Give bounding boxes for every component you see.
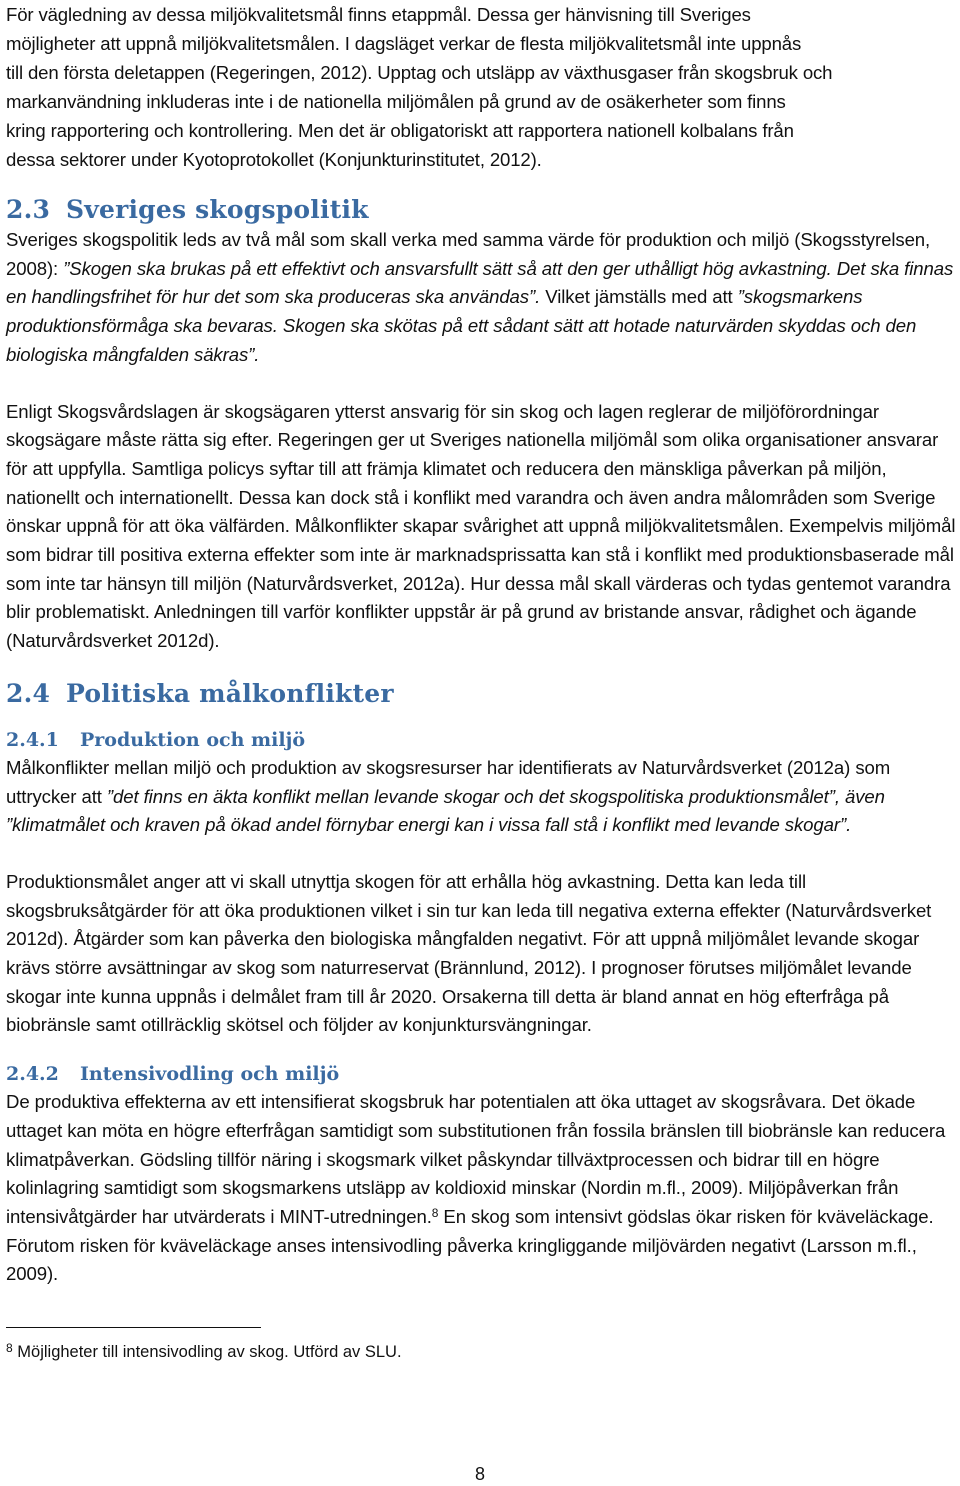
- footnote-divider: [6, 1327, 261, 1328]
- subsection-number: 2.4.1: [6, 728, 59, 751]
- section-number: 2.3: [6, 195, 51, 224]
- text-line: dessa sektorer under Kyotoprotokollet (Konjunkturinstitutet, 2012).: [6, 149, 542, 170]
- text-run: Sveriges skogspolitik leds av två mål som skall verka med samma värde för produktion och miljö (Skogsstyrelsen, 2008):: [6, 229, 931, 279]
- produktionsmal-paragraph: Produktionsmålet anger att vi skall utnyttja skogen för att erhålla hög avkastning. Detta kan leda till skogsbruksåtgärder för att öka produktionen vilket i sin tur kan leda till negativa externa effekter (Naturvårdsverket 2012d). Åtgärder som kan påverka den biologiska mångfalden negativt. För att uppnå miljömålet levande skogar krävs större avsättningar av skog som naturreservat (Brännlund, 2012). I prognoser förutses miljömålet levande skogar inte kunna uppnås i delmålet fram till år 2020. Orsakerna till detta är bland annat en hög efterfråga på biobränsle samt otillräcklig skötsel och följder av konjunktursvängningar.: [6, 870, 932, 1036]
- text-line: markanvändning inkluderas inte i de nationella miljömålen på grund av de osäkerheter som finns: [6, 91, 786, 112]
- section-title: Politiska målkonflikter: [66, 678, 394, 708]
- text-line: till den första deletappen (Regeringen, 2012). Upptag och utsläpp av växthusgaser från skogsbruk och: [6, 62, 833, 83]
- text-run: Målkonflikter mellan miljö och produktion av skogsresurser har identifierats av Naturvårdsverket (2012a) som uttrycker att: [6, 756, 891, 807]
- section-number: 2.4: [6, 678, 51, 708]
- subsection-heading-2-4-1: [6, 726, 956, 754]
- footnote-mark: 8: [6, 1341, 13, 1356]
- skogsvardslagen-paragraph: Enligt Skogsvårdslagen är skogsägaren ytterst ansvarig för sin skog och lagen reglerar de miljöförordningar skogsägare måste rätta sig efter. Regeringen ger ut Sveriges nationella miljömål som olika organisationer ansvarar för att uppfylla. Samtliga policys syftar till att främja klimatet och reducera den mänskliga påverkan på miljön, nationellt och internationellt. Dessa kan dock stå i konflikt med varandra och även andra målområden som Sverige önskar uppnå för att öka välfärden. Målkonflikter skapar svårighet att uppnå miljökvalitetsmålen. Exempelvis miljömål som bidrar till positiva externa effekter som inte är marknadsprissatta kan stå i konflikt med produktionsbaserade mål som inte tar hänsyn till miljön (Naturvårdsverket, 2012a). Hur dessa mål skall värderas och tydas gentemot varandra blir problematiskt. Anledningen till varför konflikter uppstår är på grund av bristande ansvar, rådighet och ägande (Naturvårdsverket 2012d).: [6, 400, 956, 652]
- subsection-title: Produktion och miljö: [80, 728, 306, 751]
- subsection-number: 2.4.2: [6, 1063, 59, 1086]
- text-line: kring rapportering och kontrollering. Men det är obligatoriskt att rapportera nationell kolbalans från: [6, 120, 794, 141]
- section-heading-2-4: [6, 678, 956, 710]
- text-run: En skog som intensivt gödslas ökar risken för kväveläckage. Förutom risken för kväveläckage anses intensivodling påverka kringliggande miljövärden negativt (Larsson m.fl., 2009).: [6, 1205, 934, 1285]
- skogspolitik-paragraph: [6, 226, 956, 370]
- text-line: För vägledning av dessa miljökvalitetsmål finns etappmål. Dessa ger hänvisning till Sveriges: [6, 4, 751, 25]
- document-page: [6, 0, 956, 1364]
- text-line: möjligheter att uppnå miljökvalitetsmålen. I dagsläget verkar de flesta miljökvalitetsmål inte uppnås: [6, 33, 802, 54]
- intensivodling-paragraph: [6, 1088, 956, 1289]
- quote-text: ”det finns en äkta konflikt mellan levande skogar och det skogspolitiska produktionsmålet”, även ”klimatmålet och kraven på ökad andel förnybar energi kan i vissa fall stå i konflikt med levande skogar”.: [6, 785, 885, 836]
- produktion-paragraph: [6, 754, 956, 840]
- quote-text: ”Skogen ska brukas på ett effektivt och ansvarsfullt sätt så att den ger uthålligt hög avkastning. Det ska finnas en handlingsfrihet för hur det som ska produceras ska användas”.: [6, 257, 954, 308]
- page-number: 8: [474, 1464, 485, 1484]
- footnote: [6, 1340, 956, 1364]
- intro-paragraph: [6, 0, 956, 174]
- footnote-reference[interactable]: 8: [431, 1205, 439, 1220]
- text-run: Vilket jämställs med att: [540, 286, 738, 308]
- text-run: De produktiva effekterna av ett intensifierat skogsbruk har potentialen att öka uttaget av skogsråvara. Det ökade uttaget kan möta en högre efterfrågan samtidigt som substitutionen från fossila bränslen till biobränsle kan reducera klimatpåverkan. Gödsling tillför näring i skogsmark vilket påskyndar tillväxtprocessen och bidrar till en högre kolinlagring samtidigt som skogsmarkens utsläpp av koldioxid minskar (Nordin m.fl., 2009). Miljöpåverkan från intensivåtgärder har utvärderats i MINT-utredningen.: [6, 1091, 946, 1227]
- footnote-text: Möjligheter till intensivodling av skog. Utförd av SLU.: [12, 1343, 402, 1362]
- section-title: Sveriges skogspolitik: [66, 195, 369, 224]
- subsection-title: Intensivodling och miljö: [80, 1063, 340, 1086]
- subsection-heading-2-4-2: [6, 1060, 956, 1088]
- section-heading-2-3: [6, 194, 956, 226]
- quote-text: ”skogsmarkens produktionsförmåga ska bevaras. Skogen ska skötas på ett sådant sätt att hotade naturvärden skyddas och den biologiska mångfalden säkras”.: [6, 286, 917, 365]
